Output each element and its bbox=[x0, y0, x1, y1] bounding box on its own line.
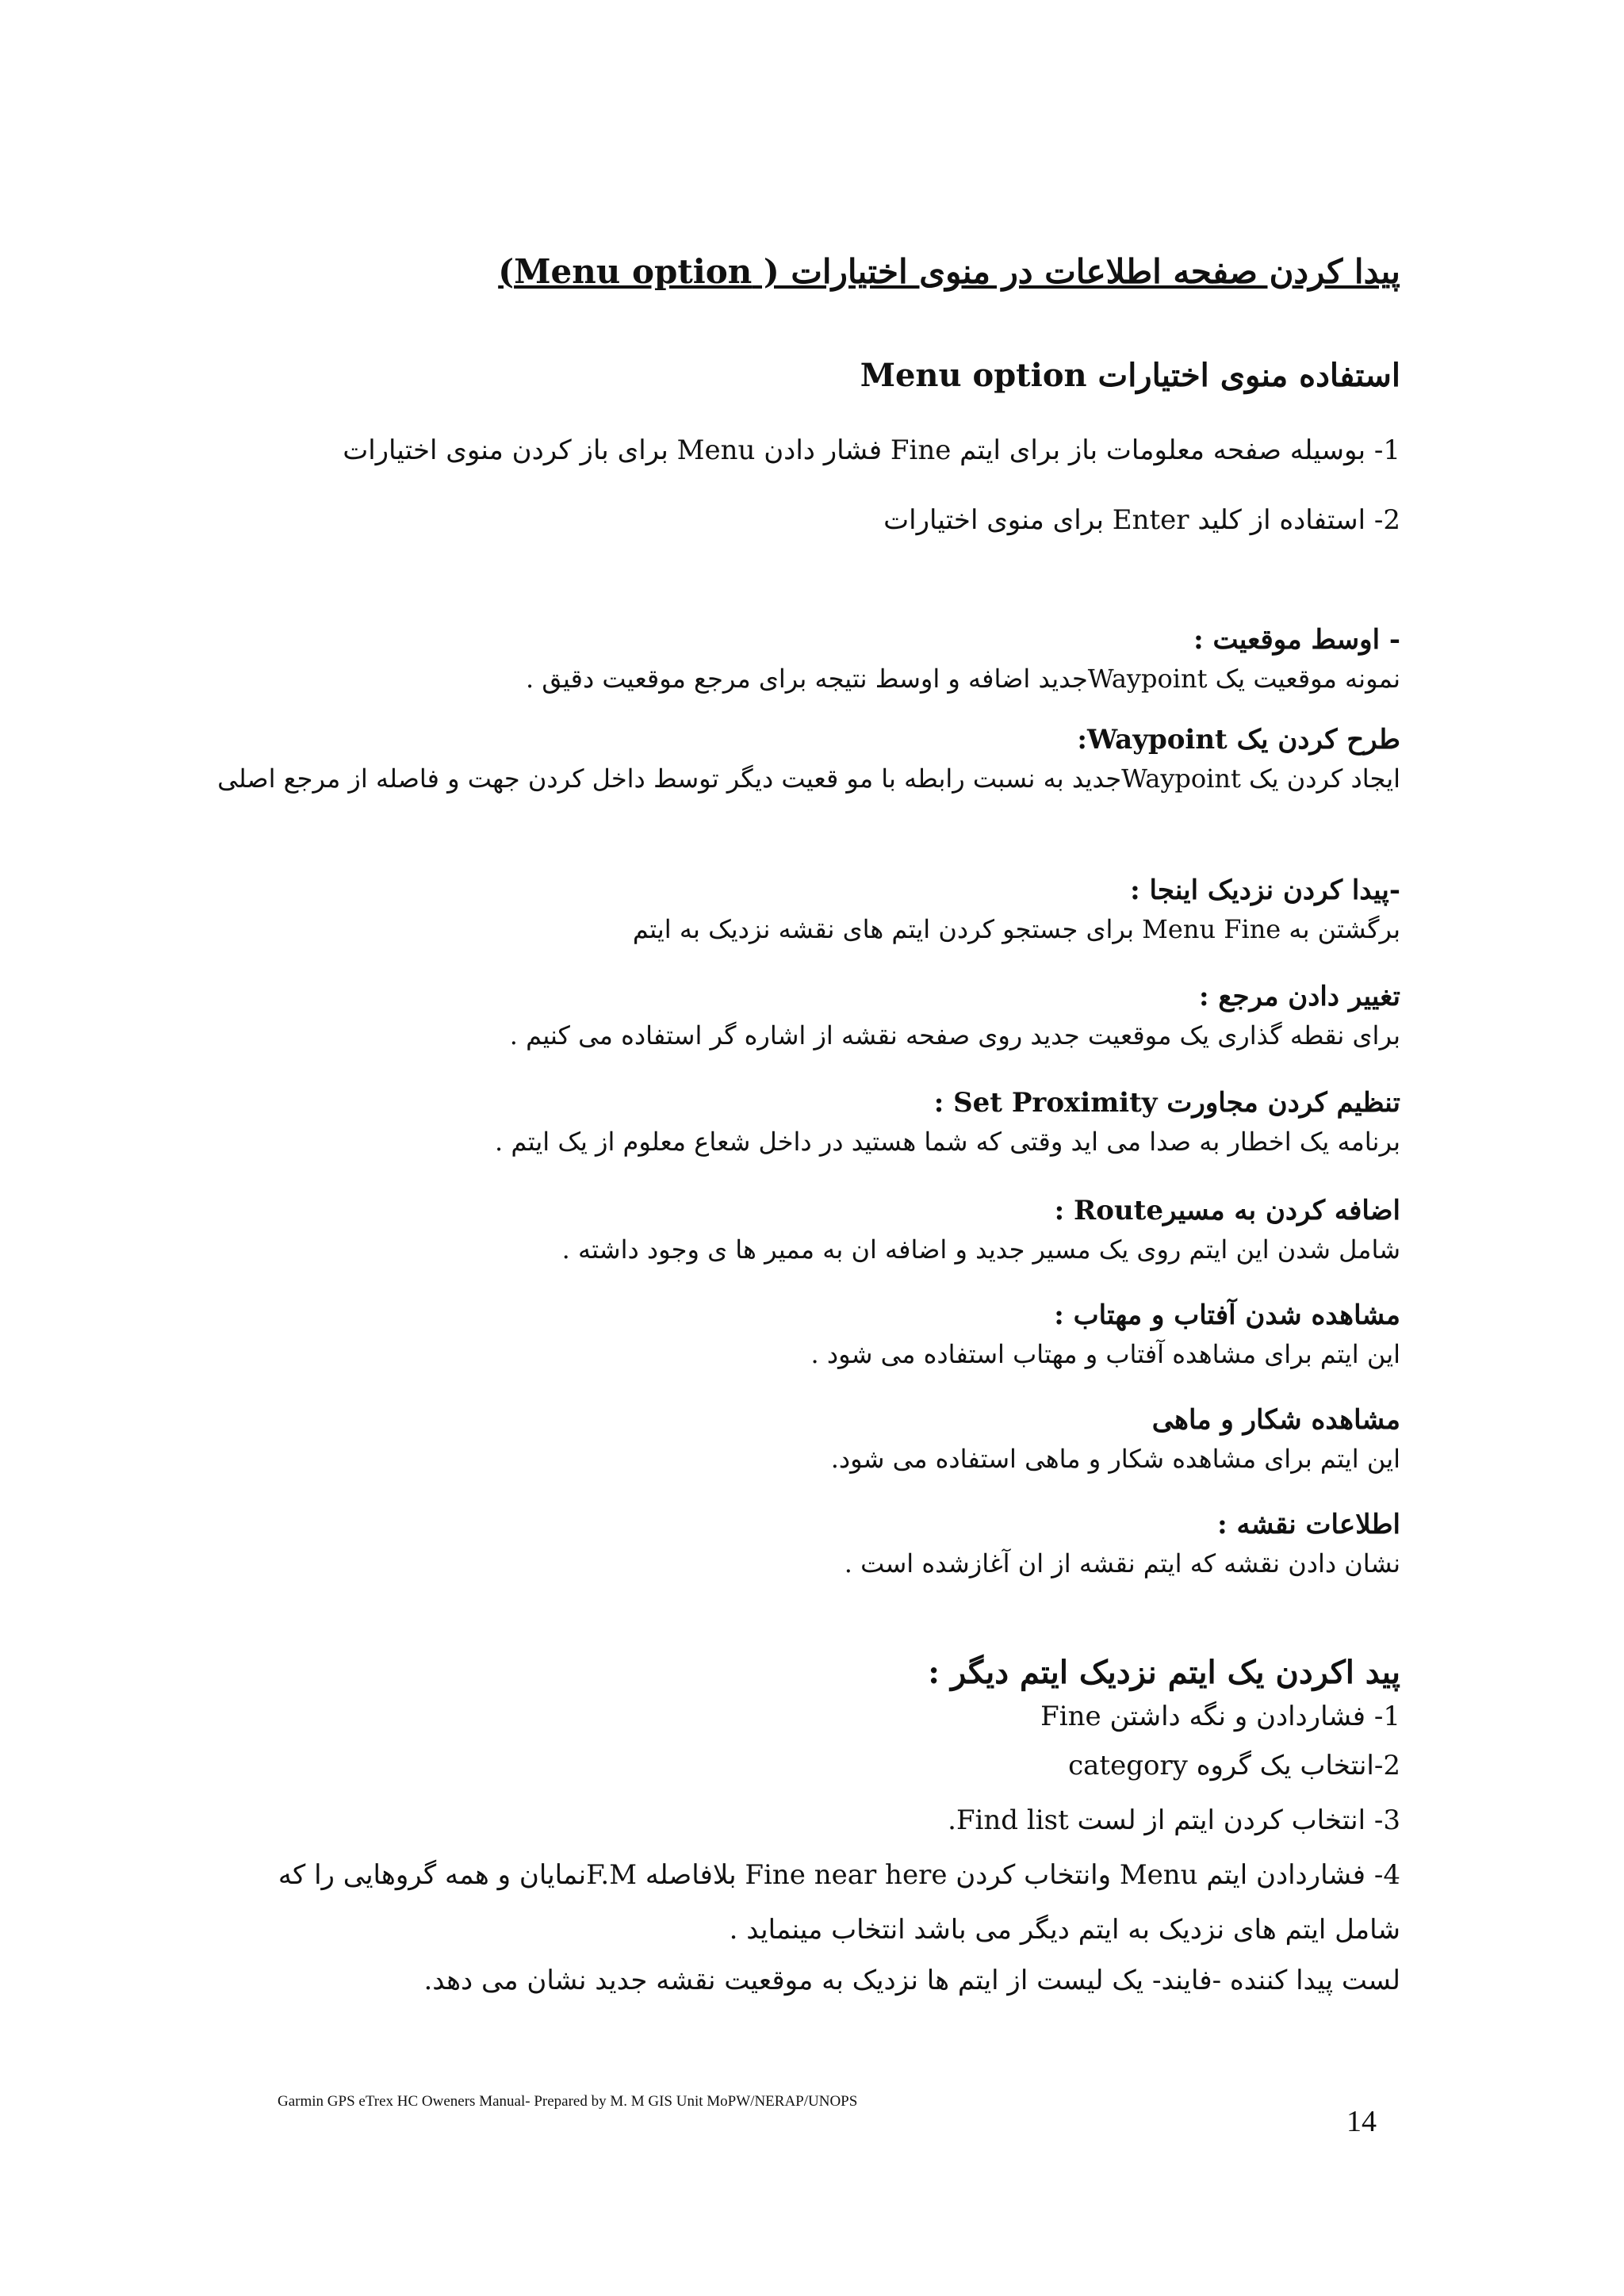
page-title: پیدا کردن صفحه اطلاعات در منوی اختیارات ( Menu option) bbox=[498, 252, 1400, 291]
option-description: نمونه موقعیت یک Waypointجدید اضافه و اوسط نتیجه برای مرجع موقعیت دقیق . bbox=[525, 664, 1400, 694]
section-subtitle: استفاده منوی اختیارات Menu option bbox=[860, 357, 1400, 394]
option-description: برنامه یک اخطار به صدا می اید وقتی که شما هستید در داخل شعاع معلوم از یک ایتم . bbox=[495, 1127, 1400, 1157]
procedure-heading: پید اکردن یک ایتم نزدیک ایتم دیگر : bbox=[928, 1654, 1400, 1691]
option-heading: - اوسط موقعیت : bbox=[1193, 624, 1400, 656]
option-description: این ایتم برای مشاهده آفتاب و مهتاب استفاده می شود . bbox=[810, 1339, 1400, 1369]
option-map-information bbox=[132, 1505, 1400, 1582]
option-heading: طرح کردن یک Waypoint: bbox=[1077, 724, 1400, 756]
step-2: 2- استفاده از کلید Enter برای منوی اختیارات bbox=[883, 504, 1400, 536]
option-heading: اطلاعات نقشه : bbox=[1217, 1509, 1400, 1540]
option-heading: مشاهده شدن آفتاب و مهتاب : bbox=[1054, 1299, 1400, 1331]
option-sun-moon bbox=[132, 1295, 1400, 1373]
option-description: این ایتم برای مشاهده شکار و ماهی استفاده می شود. bbox=[830, 1444, 1400, 1474]
procedure-step: لست پیدا کننده -فایند- یک لیست از ایتم ها نزدیک به موقعیت نقشه جدید نشان می دهد. bbox=[423, 1965, 1400, 1996]
option-project-waypoint bbox=[68, 720, 1400, 798]
find-item-procedure bbox=[84, 1649, 1400, 2006]
option-description: نشان دادن نقشه که ایتم نقشه از ان آغازشده است . bbox=[844, 1548, 1400, 1578]
option-find-near-here bbox=[132, 871, 1400, 948]
procedure-step: 3- انتخاب کردن ایتم از لست Find list. bbox=[948, 1804, 1400, 1836]
step-1: 1- بوسیله صفحه معلومات باز برای ایتم Fine فشار دادن Menu برای باز کردن منوی اختیارات bbox=[343, 434, 1400, 466]
option-add-to-route bbox=[132, 1191, 1400, 1269]
option-change-reference bbox=[132, 977, 1400, 1054]
footer-text: Garmin GPS eTrex HC Oweners Manual- Prepared by M. M GIS Unit MoPW/NERAP/UNOPS bbox=[278, 2093, 858, 2110]
option-description: برای نقطه گذاری یک موقعیت جدید روی صفحه نقشه از اشاره گر استفاده می کنیم . bbox=[509, 1020, 1400, 1050]
option-average-location bbox=[132, 620, 1400, 698]
option-description: ایجاد کردن یک Waypointجدید به نسبت رابطه با مو قعیت دیگر توسط داخل کردن جهت و فاصله از مرجع اصلی bbox=[217, 763, 1400, 794]
option-heading: مشاهده شکار و ماهی bbox=[1151, 1404, 1400, 1436]
option-description: برگشتن به Menu Fine برای جستجو کردن ایتم های نقشه نزدیک به ایتم bbox=[632, 914, 1400, 944]
procedure-step: 4- فشاردادن ایتم Menu وانتخاب کردن Fine near here بلافاصله F.Mنمایان و همه گروهایی را که bbox=[278, 1859, 1400, 1891]
option-hunt-fish bbox=[132, 1400, 1400, 1478]
page-number: 14 bbox=[1346, 2105, 1377, 2138]
option-set-proximity bbox=[132, 1083, 1400, 1161]
option-description: شامل شدن این ایتم روی یک مسیر جدید و اضافه ان به ممیر ها ی وجود داشته . bbox=[561, 1234, 1400, 1265]
option-heading: تنظیم کردن مجاورت Set Proximity : bbox=[933, 1087, 1400, 1119]
procedure-step: 2-انتخاب یک گروه category bbox=[1068, 1750, 1400, 1781]
procedure-step: شامل ایتم های نزدیک به ایتم دیگر می باشد انتخاب مینماید . bbox=[729, 1914, 1400, 1946]
option-heading: تغییر دادن مرجع : bbox=[1199, 981, 1400, 1012]
procedure-step: 1- فشاردادن و نگه داشتن Fine bbox=[1040, 1701, 1400, 1732]
option-heading: -پیدا کردن نزدیک اینجا : bbox=[1130, 874, 1400, 906]
option-heading: اضافه کردن به مسیرRoute : bbox=[1054, 1195, 1400, 1226]
